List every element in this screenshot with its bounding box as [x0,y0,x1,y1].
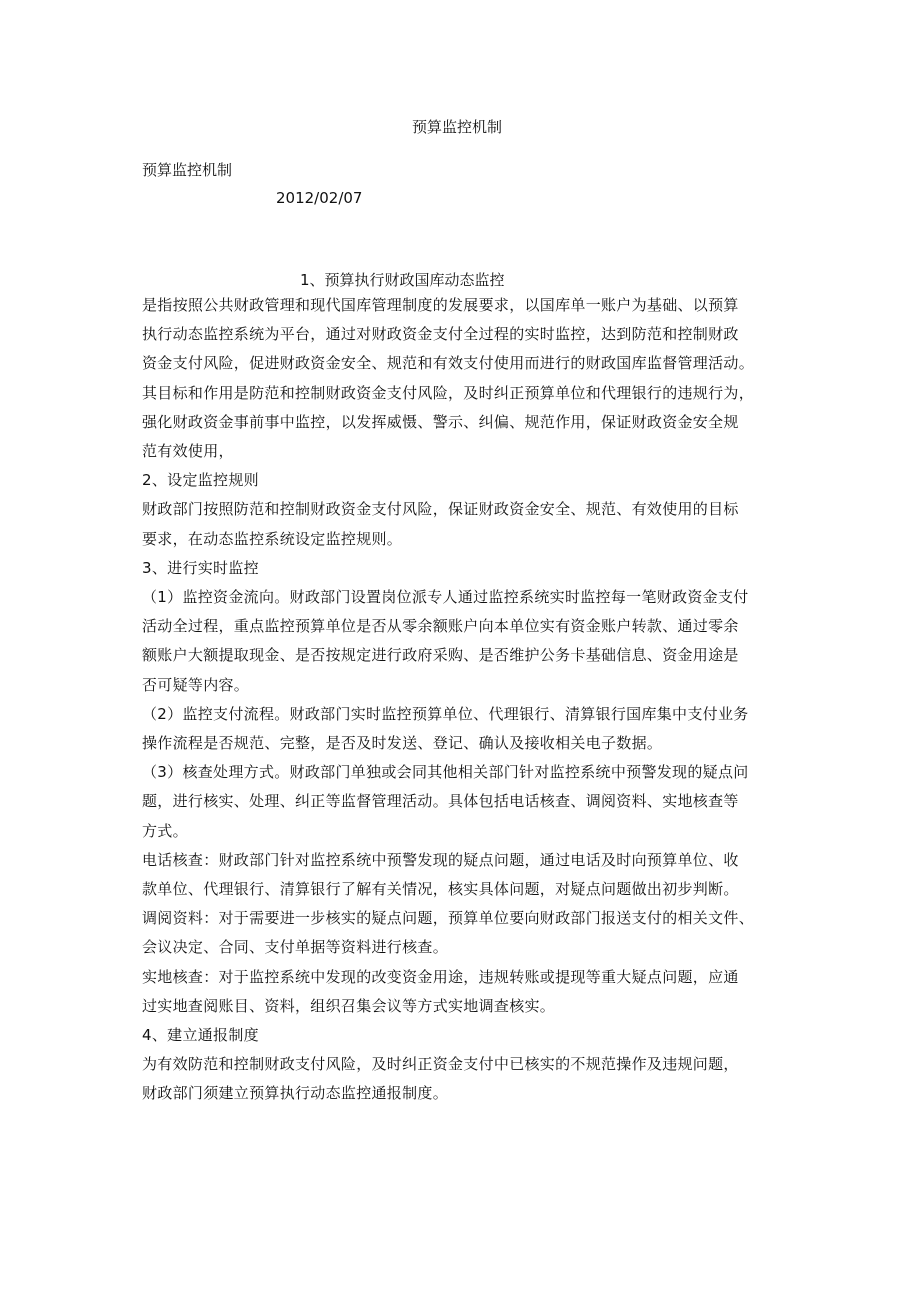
document-date: 2012/02/07 [276,189,363,207]
text-line: 会议决定、合同、支付单据等资料进行核查。 [142,938,449,957]
text-line: 调阅资料：对于需要进一步核实的疑点问题，预算单位要向财政部门报送支付的相关文件、 [142,909,755,928]
section2-heading: 2、设定监控规则 [142,471,259,490]
text-line: 题，进行核实、处理、纠正等监督管理活动。具体包括电话核查、调阅资料、实地核查等 [142,792,739,811]
section4-heading: 4、建立通报制度 [142,1026,259,1045]
document-title: 预算监控机制 [412,118,503,136]
text-line: 过实地查阅账目、资料，组织召集会议等方式实地调查核实。 [142,996,556,1015]
text-line: 范有效使用， [142,442,234,461]
text-line: 是指按照公共财政管理和现代国库管理制度的发展要求，以国库单一账户为基础、以预算 [142,296,739,314]
text-line: （1）监控资金流向。财政部门设置岗位派专人通过监控系统实时监控每一笔财政资金支付 [142,588,749,607]
text-line: 款单位、代理银行、清算银行了解有关情况，核实具体问题，对疑点问题做出初步判断。 [142,880,739,899]
section3-heading: 3、进行实时监控 [142,558,259,577]
document-subtitle: 预算监控机制 [142,161,233,179]
text-line: 否可疑等内容。 [142,675,250,694]
text-line: 强化财政资金事前事中监控，以发挥威慑、警示、纠偏、规范作用，保证财政资金安全规 [142,412,739,431]
section1-paragraph1 [142,291,782,1109]
text-line: 要求，在动态监控系统设定监控规则。 [142,529,403,548]
text-line: 额账户大额提取现金、是否按规定进行政府采购、是否维护公务卡基础信息、资金用途是 [142,646,739,665]
text-line: 实地核查：对于监控系统中发现的改变资金用途，违规转账或提现等重大疑点问题，应通 [142,967,739,986]
text-line: 其目标和作用是防范和控制财政资金支付风险，及时纠正预算单位和代理银行的违规行为， [142,383,755,402]
text-line: （2）监控支付流程。财政部门实时监控预算单位、代理银行、清算银行国库集中支付业务 [142,704,749,723]
text-line: 电话核查：财政部门针对监控系统中预警发现的疑点问题，通过电话及时向预算单位、收 [142,850,739,869]
text-line: 活动全过程，重点监控预算单位是否从零余额账户向本单位实有资金账户转款、通过零余 [142,617,739,636]
text-line: 财政部门按照防范和控制财政资金支付风险，保证财政资金安全、规范、有效使用的目标 [142,500,739,519]
text-line: 为有效防范和控制财政支付风险，及时纠正资金支付中已核实的不规范操作及违规问题， [142,1055,739,1074]
text-line: 资金支付风险，促进财政资金安全、规范和有效支付使用而进行的财政国库监督管理活动。 [142,354,755,373]
text-line: （3）核查处理方式。财政部门单独或会同其他相关部门针对监控系统中预警发现的疑点问 [142,763,749,782]
text-line: 操作流程是否规范、完整，是否及时发送、登记、确认及接收相关电子数据。 [142,734,663,753]
text-line: 财政部门须建立预算执行动态监控通报制度。 [142,1084,449,1103]
text-line: 方式。 [142,821,188,840]
section1-heading: 1、预算执行财政国库动态监控 [300,271,505,289]
text-line: 执行动态监控系统为平台，通过对财政资金支付全过程的实时监控，达到防范和控制财政 [142,325,739,344]
